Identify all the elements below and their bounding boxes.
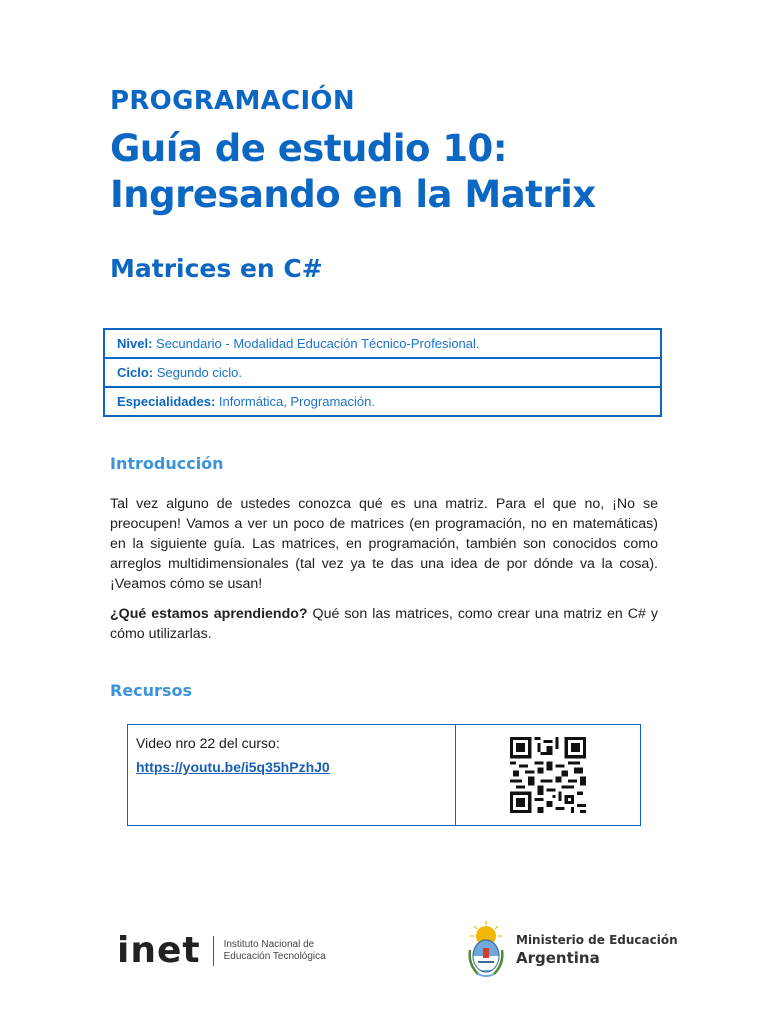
intro-heading: Introducción [110, 454, 224, 473]
inet-caption-line-1: Instituto Nacional de [223, 938, 315, 950]
subject-label: PROGRAMACIÓN [110, 86, 355, 116]
info-label: Ciclo: [117, 365, 154, 380]
inet-wordmark: inet [117, 930, 201, 971]
inet-caption-line-2: Educación Tecnológica [223, 950, 326, 962]
inet-caption [224, 939, 326, 963]
info-label: Nivel: [117, 336, 153, 351]
inet-divider [213, 936, 214, 966]
info-row-especialidades [105, 388, 660, 415]
resources-cell [128, 725, 456, 825]
ministry-logo [464, 920, 678, 980]
info-table [103, 328, 662, 417]
page-subtitle: Matrices en C# [110, 254, 323, 283]
qr-code-icon [507, 737, 589, 813]
info-row-ciclo [105, 359, 660, 388]
intro-paragraph: Tal vez alguno de ustedes conozca qué es una matriz. Para el que no, ¡No se preocupen! Vamos a ver un poco de matrices (en programación, no en matemáticas) en la siguiente guía. Las matrices, en programación, también son conocidos como arreglos multidimensionales (tal vez ya te das una idea de por dónde va la cosa). ¡Veamos cómo se usan! [110, 496, 658, 592]
page-title [110, 126, 710, 218]
learning-text: Qué son las matrices, como crear una matriz en C# y cómo utilizarlas. [110, 606, 658, 642]
resources-table [127, 724, 641, 826]
info-value: Segundo ciclo. [153, 365, 243, 380]
video-link[interactable]: https://youtu.be/i5q35hPzhJ0 [136, 759, 330, 775]
info-row-nivel [105, 330, 660, 359]
ministry-text [516, 933, 678, 967]
national-seal-icon [464, 920, 508, 980]
ministry-line-2: Argentina [516, 949, 600, 967]
learning-label: ¿Qué estamos aprendiendo? [110, 606, 308, 622]
resources-heading: Recursos [110, 681, 192, 700]
title-line-1: Guía de estudio 10: [110, 127, 508, 170]
info-value: Informática, Programación. [215, 394, 375, 409]
video-label: Video nro 22 del curso: [136, 735, 280, 751]
learning-paragraph [110, 604, 658, 644]
info-value: Secundario - Modalidad Educación Técnico-Profesional. [152, 336, 480, 351]
ministry-line-1: Ministerio de Educación [516, 933, 678, 947]
inet-logo [117, 930, 326, 971]
info-label: Especialidades: [117, 394, 216, 409]
qr-cell [456, 725, 640, 825]
title-line-2: Ingresando en la Matrix [110, 173, 596, 216]
